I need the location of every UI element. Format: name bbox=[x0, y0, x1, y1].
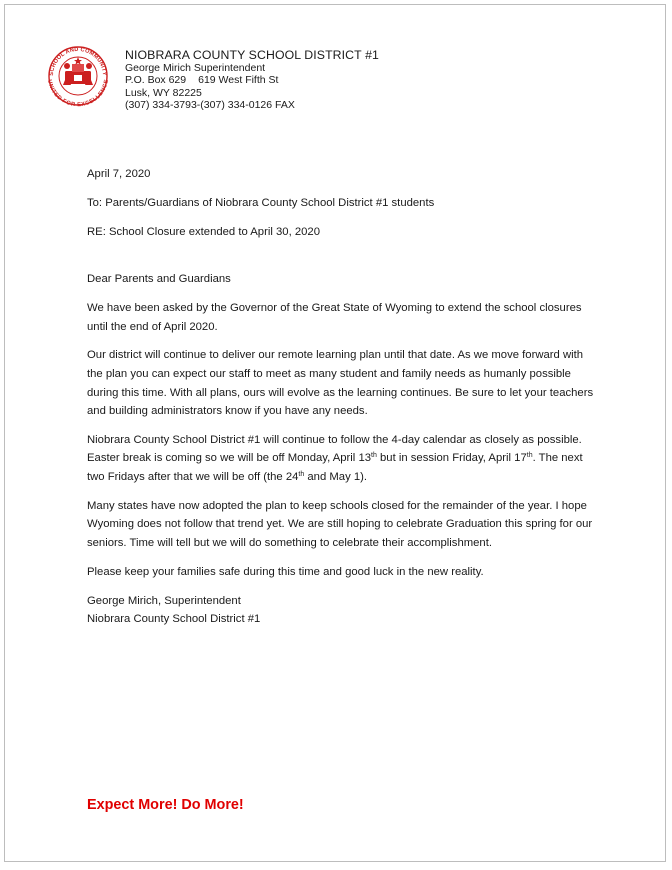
paragraph-1: We have been asked by the Governor of the Great State of Wyoming to extend the school closures until the end of April 2020. bbox=[87, 301, 582, 333]
svg-text:UNITED FOR EXCELLENCE: UNITED FOR EXCELLENCE bbox=[46, 79, 110, 107]
paragraph-2: Our district will continue to deliver our remote learning plan until that date. As we move forward with the plan you can expect our staff to meet as many student and family needs as humanly possible during this time. With all plans, ours will evolve as the learning continues. Be sure to let your teachers and building administrators know if you have any needs. bbox=[87, 349, 594, 418]
signature-org: Niobrara County School District #1 bbox=[87, 613, 261, 626]
street-address: 619 West Fifth St bbox=[198, 74, 279, 87]
district-name: NIOBRARA COUNTY SCHOOL DISTRICT #1 bbox=[125, 48, 379, 62]
svg-text:SCHOOL AND COMMUNITY: SCHOOL AND COMMUNITY bbox=[48, 46, 108, 77]
city-line: Lusk, WY 82225 bbox=[125, 86, 202, 99]
phone-line: (307) 334-3793-(307) 334-0126 FAX bbox=[125, 98, 295, 111]
salutation: Dear Parents and Guardians bbox=[87, 273, 231, 286]
letter-date: April 7, 2020 bbox=[87, 168, 151, 180]
letter-page bbox=[4, 4, 666, 862]
address-line bbox=[125, 74, 379, 86]
paragraph-4: Many states have now adopted the plan to keep schools closed for the remainder of the year. I hope Wyoming does not follow that trend yet. We are still hoping to celebrate Graduation this spring for our seniors. Time will tell but we will do something to celebrate their accomplishment. bbox=[87, 499, 593, 550]
recipient-line: To: Parents/Guardians of Niobrara County School District #1 students bbox=[87, 196, 435, 209]
slogan: Expect More! Do More! bbox=[87, 797, 244, 813]
signature-block bbox=[87, 592, 597, 629]
paragraph-5: Please keep your families safe during this time and good luck in the new reality. bbox=[87, 565, 484, 578]
letter-body bbox=[87, 165, 597, 629]
subject-line: RE: School Closure extended to April 30, 2020 bbox=[87, 225, 320, 238]
superintendent-line: George Mirich Superintendent bbox=[125, 62, 266, 74]
paragraph-3: Niobrara County School District #1 will continue to follow the 4-day calendar as closely as possible. Easter break is coming so we will be off Monday, April 13th but in session Friday, April 17th. The next two Fridays after that we will be off (the 24th and May 1). bbox=[87, 433, 583, 484]
po-box: P.O. Box 629 bbox=[125, 74, 187, 87]
signature-name: George Mirich, Superintendent bbox=[87, 594, 241, 607]
letterhead bbox=[125, 48, 379, 111]
district-seal-logo bbox=[43, 45, 113, 107]
